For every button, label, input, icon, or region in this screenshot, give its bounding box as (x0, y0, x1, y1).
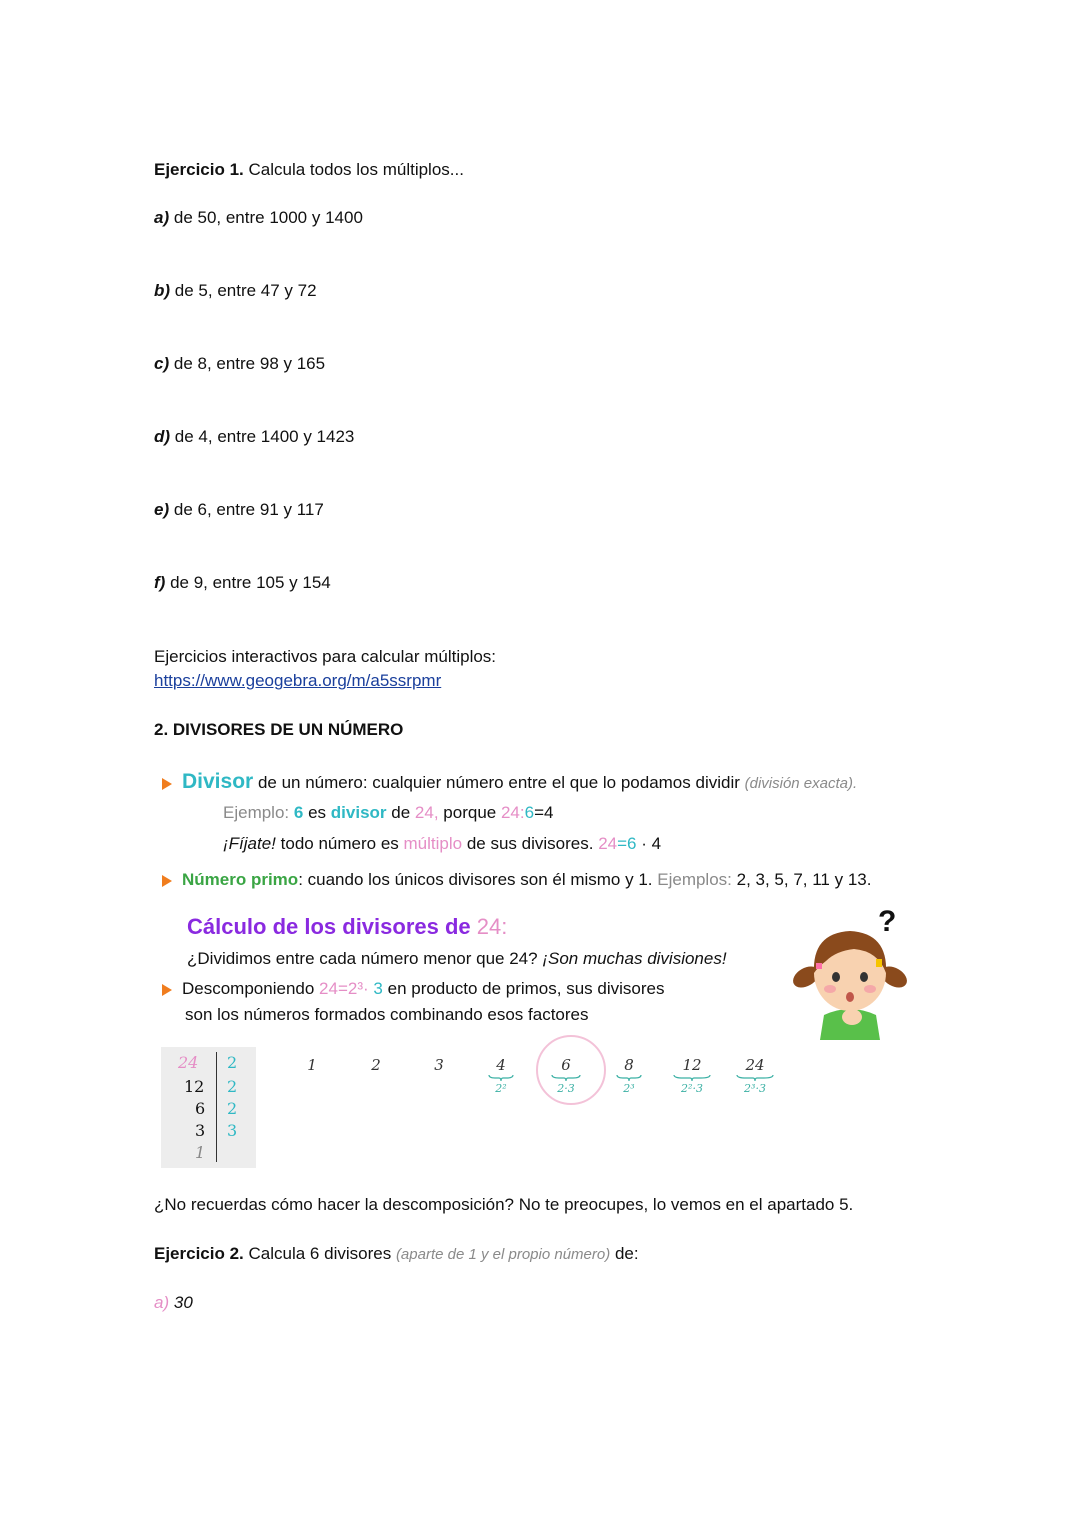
ex2-title-bold: Ejercicio 2. (154, 1244, 244, 1263)
underbrace-icon (614, 1074, 644, 1082)
item-text: de 4, entre 1400 y 1423 (174, 427, 355, 446)
example-label: Ejemplo: (223, 803, 290, 822)
fijate-line (223, 834, 661, 854)
example-divisor: divisor (330, 803, 387, 822)
example-de: de (391, 803, 411, 822)
calc-title-text: Cálculo de los divisores de (187, 914, 471, 939)
calc-title-num: 24: (476, 914, 508, 939)
item-label: a) (154, 208, 170, 227)
geogebra-link[interactable]: https://www.geogebra.org/m/a5ssrpmr (154, 671, 442, 690)
divisor-word: Divisor (182, 770, 254, 793)
divisor-note: (división exacta). (744, 775, 858, 792)
item-text: de 50, entre 1000 y 1400 (173, 208, 363, 227)
ex2-title (154, 1244, 639, 1264)
factor-left-1: 12 (184, 1077, 205, 1096)
divisor-def: de un número: cualquier número entre el que lo podamos dividir (257, 773, 740, 792)
divisor-4 (486, 1055, 516, 1095)
example-calc-b: 6 (524, 803, 535, 822)
descomp-b: en producto de primos, sus divisores (387, 979, 665, 998)
item-text: de 9, entre 105 y 154 (170, 573, 331, 592)
ex1-item-d (154, 427, 354, 447)
divisor-8 (614, 1055, 644, 1095)
example-calc-c: =4 (534, 803, 554, 822)
item-label: e) (154, 500, 170, 519)
item-label: f) (154, 573, 166, 592)
divisor-24 (734, 1055, 776, 1095)
factor-divider (216, 1052, 217, 1162)
ex1-item-c (154, 354, 325, 374)
divisor-2 (364, 1055, 388, 1074)
divisor-factor: 2²·3 (681, 1082, 703, 1095)
divisor-12 (671, 1055, 713, 1095)
ex1-title-text: Calcula todos los múltiplos... (248, 160, 464, 179)
divisor-number: 6 (561, 1056, 571, 1074)
divisor-1 (300, 1055, 324, 1074)
example-24: 24, (414, 803, 439, 822)
example-porque: porque (443, 803, 497, 822)
divisor-number: 2 (371, 1056, 381, 1074)
divisor-number: 1 (307, 1056, 317, 1074)
recuerdas-note: ¿No recuerdas cómo hacer la descomposición? No te preocupes, lo vemos en el apartado 5. (154, 1195, 854, 1214)
example-six: 6 (293, 803, 304, 822)
ex1-title-bold: Ejercicio 1. (154, 160, 244, 179)
bullet-triangle-icon (162, 778, 172, 790)
primo-def: : cuando los únicos divisores son él mismo y 1. (298, 870, 653, 889)
underbrace-icon (671, 1074, 713, 1082)
ex2-item-a (154, 1293, 193, 1313)
divisor-definition (162, 770, 857, 794)
item-label: c) (154, 354, 170, 373)
divisor-number: 8 (624, 1056, 634, 1074)
primo-word: Número primo (182, 870, 299, 889)
factor-left-4: 1 (195, 1143, 206, 1162)
factorization-box (161, 1047, 256, 1168)
divisor-6 (549, 1055, 583, 1095)
underbrace-icon (549, 1074, 583, 1082)
primo-ej-label: Ejemplos: (657, 870, 732, 889)
factor-right-2: 2 (227, 1099, 238, 1118)
divisor-number: 12 (682, 1056, 702, 1074)
ex2-title-note: (aparte de 1 y el propio número) (395, 1246, 611, 1263)
divisor-factor: 2² (495, 1082, 507, 1095)
primo-examples: 2, 3, 5, 7, 11 y 13. (736, 870, 872, 889)
underbrace-icon (486, 1074, 516, 1082)
ex1-item-f (154, 573, 331, 593)
ex2-title-text: Calcula 6 divisores (248, 1244, 392, 1263)
factor-right-1: 2 (227, 1077, 238, 1096)
factor-right-0: 2 (227, 1053, 238, 1072)
underbrace-icon (734, 1074, 776, 1082)
item-text: de 6, entre 91 y 117 (173, 500, 324, 519)
factor-left-2: 6 (195, 1099, 206, 1118)
example-line (223, 803, 553, 823)
descomp-line (162, 979, 664, 999)
item-label: b) (154, 281, 171, 300)
divisor-factor: 2³ (623, 1082, 635, 1095)
ex1-item-b (154, 281, 317, 301)
ex1-item-a (154, 208, 363, 228)
descomp-3: 3 (373, 979, 383, 998)
multiplo-word: múltiplo (403, 834, 463, 853)
factor-left-0: 24 (178, 1053, 199, 1072)
item-label: a) (154, 1293, 170, 1312)
ex2-title-end: de: (614, 1244, 639, 1263)
fijate-text2: de sus divisores. (466, 834, 594, 853)
divisor-number: 24 (745, 1056, 765, 1074)
divisor-3 (427, 1055, 451, 1074)
ex1-title (154, 160, 464, 180)
factor-right-3: 3 (227, 1121, 238, 1140)
divisor-factor: 2·3 (557, 1082, 575, 1095)
descomp-a: Descomponiendo (182, 979, 315, 998)
item-label: d) (154, 427, 171, 446)
descomp-eq: 24=2³· (319, 979, 369, 998)
section-heading: 2. DIVISORES DE UN NÚMERO (154, 720, 404, 739)
interactive-text: Ejercicios interactivos para calcular múltiplos: (154, 647, 497, 666)
fijate: ¡Fíjate! (223, 834, 276, 853)
example-es: es (308, 803, 327, 822)
example-calc-a: 24: (500, 803, 525, 822)
bullet-triangle-icon (162, 984, 172, 996)
fijate-text: todo número es (280, 834, 399, 853)
item-text: de 8, entre 98 y 165 (173, 354, 326, 373)
fijate-eq-a: 24 (598, 834, 618, 853)
calc-q: ¿Dividimos entre cada número menor que 24? (187, 949, 538, 968)
primo-definition (162, 870, 871, 890)
calc-question (187, 949, 727, 969)
calc-q-italic: ¡Son muchas divisiones! (542, 949, 727, 968)
question-mark: ? (878, 905, 897, 938)
fijate-eq-b: =6 (617, 834, 637, 853)
descomp-line2: son los números formados combinando esos factores (185, 1005, 589, 1024)
item-value: 30 (173, 1293, 193, 1312)
divisor-factor: 2³·3 (744, 1082, 766, 1095)
divisor-number: 4 (496, 1056, 506, 1074)
divisor-number: 3 (434, 1056, 444, 1074)
factor-left-3: 3 (195, 1121, 206, 1140)
ex1-item-e (154, 500, 324, 520)
calc-title (187, 914, 507, 940)
fijate-eq-c: · 4 (641, 834, 662, 853)
item-text: de 5, entre 47 y 72 (174, 281, 317, 300)
bullet-triangle-icon (162, 875, 172, 887)
